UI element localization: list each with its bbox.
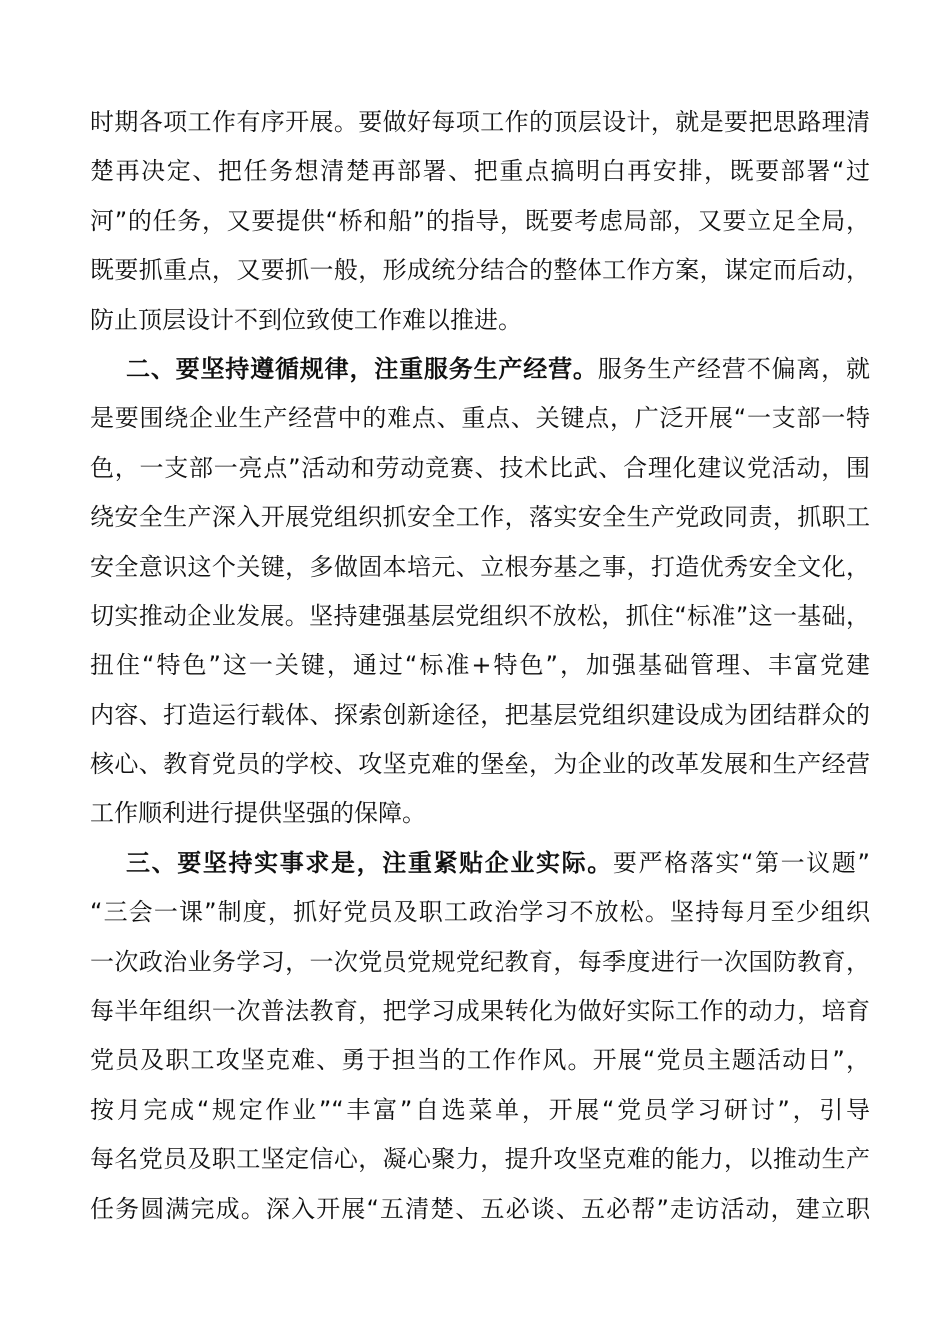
text-line: 河”的任务，又要提供“桥和船”的指导，既要考虑局部，又要立足全局， [90, 206, 870, 235]
text-line: “三会一课”制度，抓好党员及职工政治学习不放松。坚持每月至少组织 [90, 898, 870, 927]
text-line [90, 839, 870, 888]
text-line: 切实推动企业发展。坚持建强基层党组织不放松，抓住“标准”这一基础， [90, 601, 870, 630]
heading-line-rest: 要严格落实“第一议题” [612, 848, 870, 877]
text-line: 工作顺利进行提供坚强的保障。 [90, 799, 426, 828]
text-line: 楚再决定、把任务想清楚再部署、把重点搞明白再安排，既要部署“过 [90, 157, 870, 186]
section-heading: 三、要坚持实事求是，注重紧贴企业实际。 [126, 848, 613, 877]
text-line: 每名党员及职工坚定信心，凝心聚力，提升攻坚克难的能力，以推动生产 [90, 1145, 870, 1174]
text-line: 绕安全生产深入开展党组织抓安全工作，落实安全生产党政同责，抓职工 [90, 503, 870, 532]
text-line: 任务圆满完成。深入开展“五清楚、五必谈、五必帮”走访活动，建立职 [90, 1194, 870, 1223]
heading-line-rest: 服务生产经营不偏离，就 [597, 354, 870, 383]
text-line: 内容、打造运行载体、探索创新途径，把基层党组织建设成为团结群众的 [90, 700, 870, 729]
paragraph-1 [90, 98, 870, 345]
body-text [90, 98, 870, 1234]
text-line: 扭住“特色”这一关键，通过“标准+特色”，加强基础管理、丰富党建 [90, 651, 870, 680]
text-line: 既要抓重点，又要抓一般，形成统分结合的整体工作方案，谋定而后动， [90, 256, 870, 285]
paragraph-3 [90, 839, 870, 1234]
text-line [90, 345, 870, 394]
text-line: 防止顶层设计不到位致使工作难以推进。 [90, 305, 522, 334]
text-line: 按月完成“规定作业”“丰富”自选菜单，开展“党员学习研讨”，引导 [90, 1095, 870, 1124]
text-line: 一次政治业务学习，一次党员党规党纪教育，每季度进行一次国防教育， [90, 947, 870, 976]
text-line: 每半年组织一次普法教育，把学习成果转化为做好实际工作的动力，培育 [90, 997, 870, 1026]
paragraph-2 [90, 345, 870, 839]
text-line: 核心、教育党员的学校、攻坚克难的堡垒，为企业的改革发展和生产经营 [90, 750, 870, 779]
text-line: 色，一支部一亮点”活动和劳动竞赛、技术比武、合理化建议党活动，围 [90, 453, 870, 482]
section-heading: 二、要坚持遵循规律，注重服务生产经营。 [126, 354, 598, 383]
text-line: 是要围绕企业生产经营中的难点、重点、关键点，广泛开展“一支部一特 [90, 404, 870, 433]
text-line: 时期各项工作有序开展。要做好每项工作的顶层设计，就是要把思路理清 [90, 108, 870, 136]
text-line: 安全意识这个关键，多做固本培元、立根夯基之事，打造优秀安全文化， [90, 552, 870, 581]
text-line: 党员及职工攻坚克难、勇于担当的工作作风。开展“党员主题活动日”， [90, 1046, 870, 1075]
